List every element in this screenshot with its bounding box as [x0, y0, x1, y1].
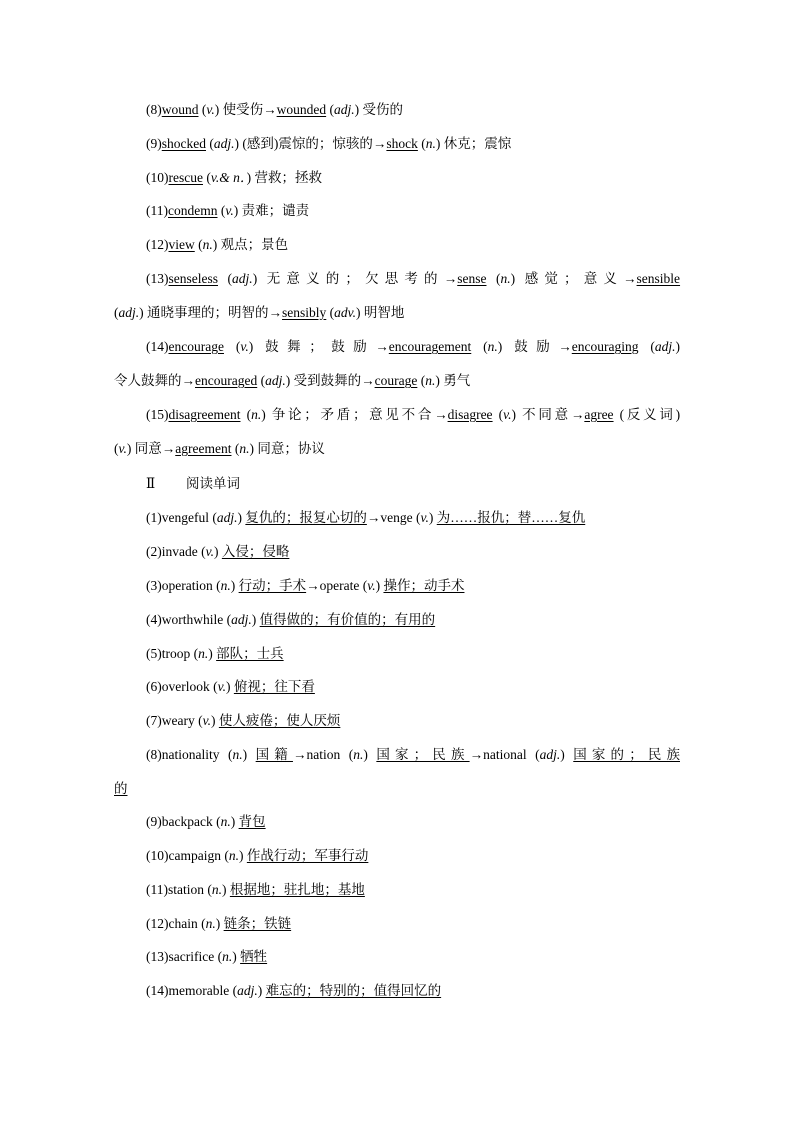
part-of-speech: adj. [213, 136, 235, 151]
meaning: 不同意 [522, 407, 571, 422]
meaning: 无意义的；欠思考的 [266, 271, 444, 286]
item-number: (8) [146, 747, 162, 762]
reading-line: (13)sacrifice (n.) 牺牲 [146, 949, 268, 964]
answer-word: wounded [276, 102, 327, 117]
vocab-line-continued: (adj.) 通晓事理的；明智的→sensibly (adv.) 明智地 [114, 305, 405, 320]
meaning: 勇气 [443, 373, 471, 388]
word: sacrifice [168, 949, 215, 964]
meaning: 观点；景色 [220, 237, 289, 252]
item-number: (3) [146, 578, 162, 593]
part-of-speech: n. [220, 578, 231, 593]
reading-line: (12)chain (n.) 链条；铁链 [146, 916, 292, 931]
arrow: → [375, 339, 389, 354]
meaning: 通晓事理的；明智的 [147, 305, 269, 320]
answer-word: encouragement [388, 339, 472, 354]
answer-word: agreement [175, 441, 232, 456]
word: overlook [161, 679, 210, 694]
arrow: → [161, 441, 176, 456]
arrow: → [469, 747, 484, 762]
arrow: → [263, 102, 277, 117]
word: weary [161, 713, 195, 728]
word: station [168, 882, 204, 897]
meaning: 鼓励 [514, 339, 559, 354]
part-of-speech: v. [367, 578, 376, 593]
item-number: (10) [146, 170, 169, 185]
answer-word: condemn [168, 203, 218, 218]
answer-word: sensibly [282, 305, 327, 320]
part-of-speech: n. [500, 271, 511, 286]
part-of-speech: v.& n． [210, 170, 247, 185]
meaning: 受到鼓舞的 [293, 373, 362, 388]
vocab-line: (13)senseless (adj.) 无意义的；欠思考的→sense (n.) 感觉；意义→sensible [146, 271, 681, 286]
meaning: 同意；协议 [257, 441, 325, 456]
meaning: (感到)震惊的；惊骇的 [242, 136, 373, 151]
word: national [483, 747, 527, 762]
part-of-speech: adj. [539, 747, 561, 762]
arrow: → [292, 747, 307, 762]
reading-line: (3)operation (n.) 行动；手术→operate (v.) 操作；动手术 [146, 578, 465, 593]
answer-word: disagreement [168, 407, 241, 422]
word: nation [306, 747, 341, 762]
answer-meaning: 复仇的；报复心切的 [245, 510, 367, 525]
part-of-speech: n. [202, 237, 213, 252]
part-of-speech: adj. [232, 271, 253, 286]
reading-line: (5)troop (n.) 部队；士兵 [146, 646, 284, 661]
part-of-speech: adj. [231, 612, 252, 627]
part-of-speech: n. [353, 747, 364, 762]
item-number: (12) [146, 237, 169, 252]
answer-meaning: 国家的；民族 [573, 747, 680, 762]
part-of-speech: v. [503, 407, 512, 422]
word: operation [161, 578, 213, 593]
part-of-speech: adj. [237, 983, 258, 998]
arrow: → [623, 271, 637, 286]
item-number: (11) [146, 882, 168, 897]
part-of-speech: n. [425, 136, 436, 151]
section-title: 阅读单词 [186, 476, 240, 491]
part-of-speech: n. [211, 882, 222, 897]
reading-line: (9)backpack (n.) 背包 [146, 814, 266, 829]
answer-word: courage [374, 373, 418, 388]
item-number: (12) [146, 916, 169, 931]
item-number: (9) [146, 814, 162, 829]
vocab-line-continued: 令人鼓舞的→encouraged (adj.) 受到鼓舞的→courage (n.) 勇气 [114, 373, 471, 388]
reading-line-continued [114, 780, 680, 798]
meaning: 争论；矛盾；意见不合 [271, 407, 435, 422]
part-of-speech: adj. [118, 305, 140, 320]
arrow: → [443, 271, 458, 286]
part-of-speech: n. [220, 814, 231, 829]
vocab-line-continued: (v.) 同意→agreement (n.) 同意；协议 [114, 441, 325, 456]
answer-word: shocked [161, 136, 206, 151]
word: campaign [168, 848, 221, 863]
section-heading [146, 475, 680, 493]
arrow: → [570, 407, 585, 422]
part-of-speech: v. [420, 510, 429, 525]
answer-meaning: 链条；铁链 [223, 916, 292, 931]
meaning: 明智地 [363, 305, 405, 320]
word: troop [161, 646, 191, 661]
meaning: 同意 [134, 441, 162, 456]
part-of-speech: n. [232, 747, 243, 762]
word: backpack [161, 814, 213, 829]
vocab-line: (11)condemn (v.) 责难；谴责 [146, 203, 310, 218]
part-of-speech: n. [487, 339, 498, 354]
item-number: (15) [146, 407, 169, 422]
part-of-speech: adj. [654, 339, 676, 354]
answer-word: encouraging [571, 339, 639, 354]
reading-line: (6)overlook (v.) 俯视；往下看 [146, 679, 315, 694]
reading-line: (8)nationality (n.) 国籍→nation (n.) 国家；民族→national (adj.) 国家的；民族 [146, 747, 680, 762]
arrow: → [181, 373, 195, 388]
part-of-speech: v. [202, 713, 211, 728]
meaning: 感觉；意义 [524, 271, 624, 286]
word: memorable [168, 983, 230, 998]
answer-meaning: 值得做的；有价值的；有用的 [259, 612, 436, 627]
item-number: (13) [146, 949, 169, 964]
answer-meaning: 部队；士兵 [216, 646, 284, 661]
item-number: (11) [146, 203, 168, 218]
answer-meaning: 难忘的；特别的；值得回忆的 [265, 983, 442, 998]
vocab-line: (12)view (n.) 观点；景色 [146, 237, 289, 252]
item-number: (9) [146, 136, 162, 151]
reading-line: (1)vengeful (adj.) 复仇的；报复心切的→venge (v.) 为……报仇；替……复仇 [146, 510, 586, 525]
answer-word: sensible [636, 271, 681, 286]
vocab-line: (10)rescue (v.& n．) 营救；拯救 [146, 170, 322, 185]
answer-word: disagree [447, 407, 493, 422]
answer-meaning: 作战行动；军事行动 [246, 848, 369, 863]
reading-line: (2)invade (v.) 入侵；侵略 [146, 544, 290, 559]
part-of-speech: v. [206, 102, 215, 117]
answer-meaning: 国籍 [255, 747, 293, 762]
arrow: → [366, 510, 381, 525]
answer-word: shock [386, 136, 418, 151]
arrow: → [306, 578, 320, 593]
part-of-speech: adj. [334, 102, 355, 117]
arrow: → [268, 305, 283, 320]
word: invade [161, 544, 198, 559]
answer-meaning: 使人疲倦；使人厌烦 [218, 713, 341, 728]
reading-line: (10)campaign (n.) 作战行动；军事行动 [146, 848, 369, 863]
part-of-speech: v. [217, 679, 226, 694]
part-of-speech: v. [240, 339, 249, 354]
arrow: → [361, 373, 375, 388]
meaning: 休克；震惊 [443, 136, 512, 151]
answer-word: rescue [168, 170, 203, 185]
item-number: (4) [146, 612, 162, 627]
meaning: 责难；谴责 [241, 203, 310, 218]
part-of-speech: n. [425, 373, 436, 388]
part-of-speech: adj. [216, 510, 238, 525]
answer-word: sense [457, 271, 487, 286]
answer-word: view [168, 237, 195, 252]
answer-word: encouraged [195, 373, 258, 388]
item-number: (5) [146, 646, 162, 661]
word: venge [380, 510, 413, 525]
answer-meaning: 入侵；侵略 [221, 544, 290, 559]
meaning: 受伤的 [362, 102, 404, 117]
word: operate [319, 578, 360, 593]
word: nationality [161, 747, 220, 762]
answer-meaning: 为……报仇；替……复仇 [436, 510, 586, 525]
answer-word: agree [584, 407, 614, 422]
part-of-speech: v. [225, 203, 234, 218]
item-number: (6) [146, 679, 162, 694]
answer-meaning: 根据地；驻扎地；基地 [229, 882, 365, 897]
answer-meaning: 俯视；往下看 [233, 679, 315, 694]
answer-meaning: 操作；动手术 [383, 578, 465, 593]
antonym-note: (反义词) [619, 407, 681, 422]
meaning: 令人鼓舞的 [114, 373, 182, 388]
answer-meaning: 牺牲 [240, 949, 268, 964]
answer-meaning: 国家；民族 [376, 747, 470, 762]
item-number: (8) [146, 102, 162, 117]
word: vengeful [161, 510, 209, 525]
vocab-line: (9)shocked (adj.) (感到)震惊的；惊骇的→shock (n.) 休克；震惊 [146, 136, 512, 151]
answer-word: wound [161, 102, 199, 117]
item-number: (14) [146, 339, 169, 354]
meaning: 营救；拯救 [254, 170, 322, 185]
reading-line: (14)memorable (adj.) 难忘的；特别的；值得回忆的 [146, 983, 442, 998]
part-of-speech: adj. [265, 373, 286, 388]
vocab-line: (14)encourage (v.) 鼓舞；鼓励→encouragement (n.) 鼓励→encouraging (adj.) [146, 339, 681, 354]
section-number: Ⅱ [146, 476, 156, 492]
part-of-speech: n. [239, 441, 250, 456]
arrow: → [434, 407, 448, 422]
item-number: (14) [146, 983, 169, 998]
word: worthwhile [161, 612, 224, 627]
answer-meaning: 的 [114, 781, 128, 796]
item-number: (10) [146, 848, 169, 863]
part-of-speech: n. [228, 848, 239, 863]
reading-line: (11)station (n.) 根据地；驻扎地；基地 [146, 882, 365, 897]
item-number: (2) [146, 544, 162, 559]
arrow: → [372, 136, 387, 151]
part-of-speech: v. [205, 544, 214, 559]
part-of-speech: v. [118, 441, 127, 456]
part-of-speech: adv. [334, 305, 357, 320]
item-number: (13) [146, 271, 169, 286]
part-of-speech: n. [205, 916, 216, 931]
reading-line: (7)weary (v.) 使人疲倦；使人厌烦 [146, 713, 341, 728]
reading-line: (4)worthwhile (adj.) 值得做的；有价值的；有用的 [146, 612, 436, 627]
part-of-speech: n. [251, 407, 262, 422]
item-number: (1) [146, 510, 162, 525]
word: chain [168, 916, 198, 931]
answer-word: encourage [168, 339, 224, 354]
answer-word: senseless [168, 271, 218, 286]
item-number: (7) [146, 713, 162, 728]
part-of-speech: n. [222, 949, 233, 964]
meaning: 使受伤 [222, 102, 264, 117]
part-of-speech: n. [198, 646, 209, 661]
answer-meaning: 行动；手术 [238, 578, 307, 593]
arrow: → [558, 339, 572, 354]
meaning: 鼓舞；鼓励 [265, 339, 376, 354]
vocab-line: (15)disagreement (n.) 争论；矛盾；意见不合→disagree (v.) 不同意→agree (反义词) [146, 407, 681, 422]
vocab-line: (8)wound (v.) 使受伤→wounded (adj.) 受伤的 [146, 102, 404, 117]
answer-meaning: 背包 [238, 814, 266, 829]
